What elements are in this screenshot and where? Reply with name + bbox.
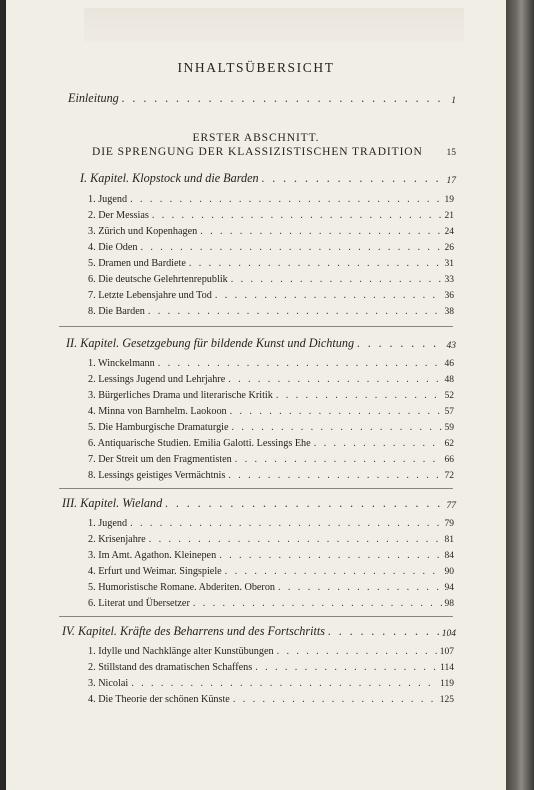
entry-label: 1. Idylle und Nachklänge alter Kunstübungen xyxy=(88,646,274,657)
chapter-1-title: I. Kapitel. Klopstock und die Barden xyxy=(80,171,259,185)
leader-dots xyxy=(225,566,442,577)
leader-dots xyxy=(231,274,442,285)
chapter-4-row xyxy=(62,624,456,639)
toc-entry xyxy=(88,406,454,417)
entry-label: 1. Jugend xyxy=(88,194,128,205)
entry-label: 1. Jugend xyxy=(88,518,128,529)
entry-label: 5. Humoristische Romane. Abderiten. Oberon xyxy=(88,582,276,593)
leader-dots xyxy=(122,91,448,106)
chapter-3-page: 77 xyxy=(446,501,456,511)
toc-entry xyxy=(88,438,454,449)
page-title: INHALTSÜBERSICHT xyxy=(177,60,335,75)
entry-page: 38 xyxy=(444,307,454,317)
leader-dots xyxy=(219,550,441,561)
book-edge xyxy=(506,0,534,790)
entry-label: 2. Krisenjahre xyxy=(88,534,146,545)
toc-entry xyxy=(88,566,454,577)
entry-page: 24 xyxy=(444,227,454,237)
toc-entry xyxy=(88,518,454,529)
leader-dots xyxy=(235,454,442,465)
leader-dots xyxy=(189,258,442,269)
section-heading-row xyxy=(92,146,456,158)
entry-label: 7. Letzte Lebensjahre und Tod xyxy=(88,290,212,301)
leader-dots xyxy=(357,336,443,351)
entry-page: 21 xyxy=(444,211,454,221)
section-heading-line1: ERSTER ABSCHNITT. xyxy=(192,132,320,144)
leader-dots xyxy=(200,226,441,237)
entry-page: 19 xyxy=(444,195,454,205)
leader-dots xyxy=(131,678,437,689)
entry-label: 1. Winckelmann xyxy=(88,358,155,369)
entry-label: 6. Die deutsche Gelehrtenrepublik xyxy=(88,274,228,285)
entry-page: 33 xyxy=(444,275,454,285)
chapter-1-page: 17 xyxy=(446,176,456,186)
entry-page: 114 xyxy=(440,663,454,673)
entry-label: 8. Die Barden xyxy=(88,306,145,317)
toc-entry xyxy=(88,194,454,205)
entry-page: 66 xyxy=(444,455,454,465)
entry-page: 84 xyxy=(444,551,454,561)
chapter-divider xyxy=(59,326,453,327)
entry-label: 2. Lessings Jugend und Lehrjahre xyxy=(88,374,226,385)
toc-entry xyxy=(88,274,454,285)
intro-row xyxy=(68,91,456,106)
entry-page: 46 xyxy=(444,359,454,369)
entry-label: 4. Minna von Barnhelm. Laokoon xyxy=(88,406,227,417)
section-heading-line2: DIE SPRENGUNG DER KLASSIZISTISCHEN TRADITION xyxy=(92,146,423,158)
chapter-divider xyxy=(59,616,453,617)
intro-page: 1 xyxy=(451,96,456,106)
entry-page: 59 xyxy=(444,423,454,433)
leader-dots xyxy=(232,422,442,433)
entry-label: 5. Die Hamburgische Dramaturgie xyxy=(88,422,229,433)
entry-label: 2. Stillstand des dramatischen Schaffens xyxy=(88,662,253,673)
toc-entry xyxy=(88,374,454,385)
entry-label: 6. Antiquarische Studien. Emilia Galotti. Lessings Ehe xyxy=(88,438,311,449)
entry-page: 52 xyxy=(444,391,454,401)
entry-page: 48 xyxy=(444,375,454,385)
toc-entry xyxy=(88,694,454,705)
chapter-1-row xyxy=(80,171,456,186)
chapter-divider xyxy=(59,488,453,489)
chapter-4-title: IV. Kapitel. Kräfte des Beharrens und des Fortschritts xyxy=(62,624,326,638)
entry-page: 36 xyxy=(444,291,454,301)
toc-entry xyxy=(88,662,454,673)
leader-dots xyxy=(193,598,442,609)
toc-entry xyxy=(88,242,454,253)
toc-entry xyxy=(88,582,454,593)
intro-label: Einleitung xyxy=(68,91,119,105)
entry-page: 107 xyxy=(439,647,454,657)
entry-label: 3. Zürich und Kopenhagen xyxy=(88,226,198,237)
entry-page: 31 xyxy=(444,259,454,269)
chapter-2-title: II. Kapitel. Gesetzgebung für bildende Kunst und Dichtung xyxy=(66,336,355,350)
entry-page: 72 xyxy=(444,471,454,481)
leader-dots xyxy=(158,358,442,369)
entry-page: 94 xyxy=(444,583,454,593)
toc-entry xyxy=(88,534,454,545)
toc-entry xyxy=(88,598,454,609)
entry-label: 2. Der Messias xyxy=(88,210,149,221)
leader-dots xyxy=(328,624,439,639)
entry-label: 7. Der Streit um den Fragmentisten xyxy=(88,454,232,465)
chapter-3-title: III. Kapitel. Wieland xyxy=(62,496,163,510)
entry-label: 4. Erfurt und Weimar. Singspiele xyxy=(88,566,222,577)
toc-entry xyxy=(88,306,454,317)
section-page: 15 xyxy=(446,148,456,158)
leader-dots xyxy=(230,406,442,417)
leader-dots xyxy=(233,694,437,705)
entry-label: 4. Die Theorie der schönen Künste xyxy=(88,694,230,705)
toc-entry xyxy=(88,210,454,221)
entry-page: 98 xyxy=(444,599,454,609)
entry-page: 57 xyxy=(444,407,454,417)
book-page xyxy=(6,0,506,790)
toc-entry xyxy=(88,550,454,561)
entry-label: 3. Im Amt. Agathon. Kleinepen xyxy=(88,550,217,561)
entry-page: 81 xyxy=(444,535,454,545)
leader-dots xyxy=(255,662,437,673)
chapter-2-row xyxy=(66,336,456,351)
toc-entry xyxy=(88,290,454,301)
leader-dots xyxy=(215,290,442,301)
toc-entry xyxy=(88,454,454,465)
entry-page: 90 xyxy=(444,567,454,577)
entry-page: 119 xyxy=(440,679,454,689)
entry-page: 125 xyxy=(439,695,454,705)
leader-dots xyxy=(149,534,442,545)
leader-dots xyxy=(262,171,444,186)
entry-label: 6. Literat und Übersetzer xyxy=(88,598,190,609)
leader-dots xyxy=(141,242,442,253)
entry-label: 3. Bürgerliches Drama und literarische Kritik xyxy=(88,390,273,401)
leader-dots xyxy=(152,210,442,221)
entry-label: 3. Nicolai xyxy=(88,678,129,689)
entry-page: 26 xyxy=(444,243,454,253)
leader-dots xyxy=(228,374,441,385)
entry-label: 5. Dramen und Bardiete xyxy=(88,258,186,269)
leader-dots xyxy=(277,646,437,657)
chapter-3-row xyxy=(62,496,456,511)
leader-dots xyxy=(278,582,441,593)
entry-page: 62 xyxy=(444,439,454,449)
entry-page: 79 xyxy=(444,519,454,529)
entry-label: 4. Die Oden xyxy=(88,242,138,253)
chapter-4-page: 104 xyxy=(441,629,456,639)
chapter-2-page: 43 xyxy=(446,341,456,351)
toc-entry xyxy=(88,258,454,269)
bleed-through-area xyxy=(84,8,464,42)
toc-entry xyxy=(88,422,454,433)
toc-entry xyxy=(88,646,454,657)
leader-dots xyxy=(148,306,442,317)
toc-entry xyxy=(88,470,454,481)
leader-dots xyxy=(228,470,441,481)
toc-entry xyxy=(88,358,454,369)
leader-dots xyxy=(130,518,441,529)
leader-dots xyxy=(165,496,443,511)
toc-entry xyxy=(88,390,454,401)
leader-dots xyxy=(276,390,442,401)
toc-entry xyxy=(88,226,454,237)
entry-label: 8. Lessings geistiges Vermächtnis xyxy=(88,470,226,481)
leader-dots xyxy=(130,194,441,205)
leader-dots xyxy=(314,438,442,449)
toc-entry xyxy=(88,678,454,689)
